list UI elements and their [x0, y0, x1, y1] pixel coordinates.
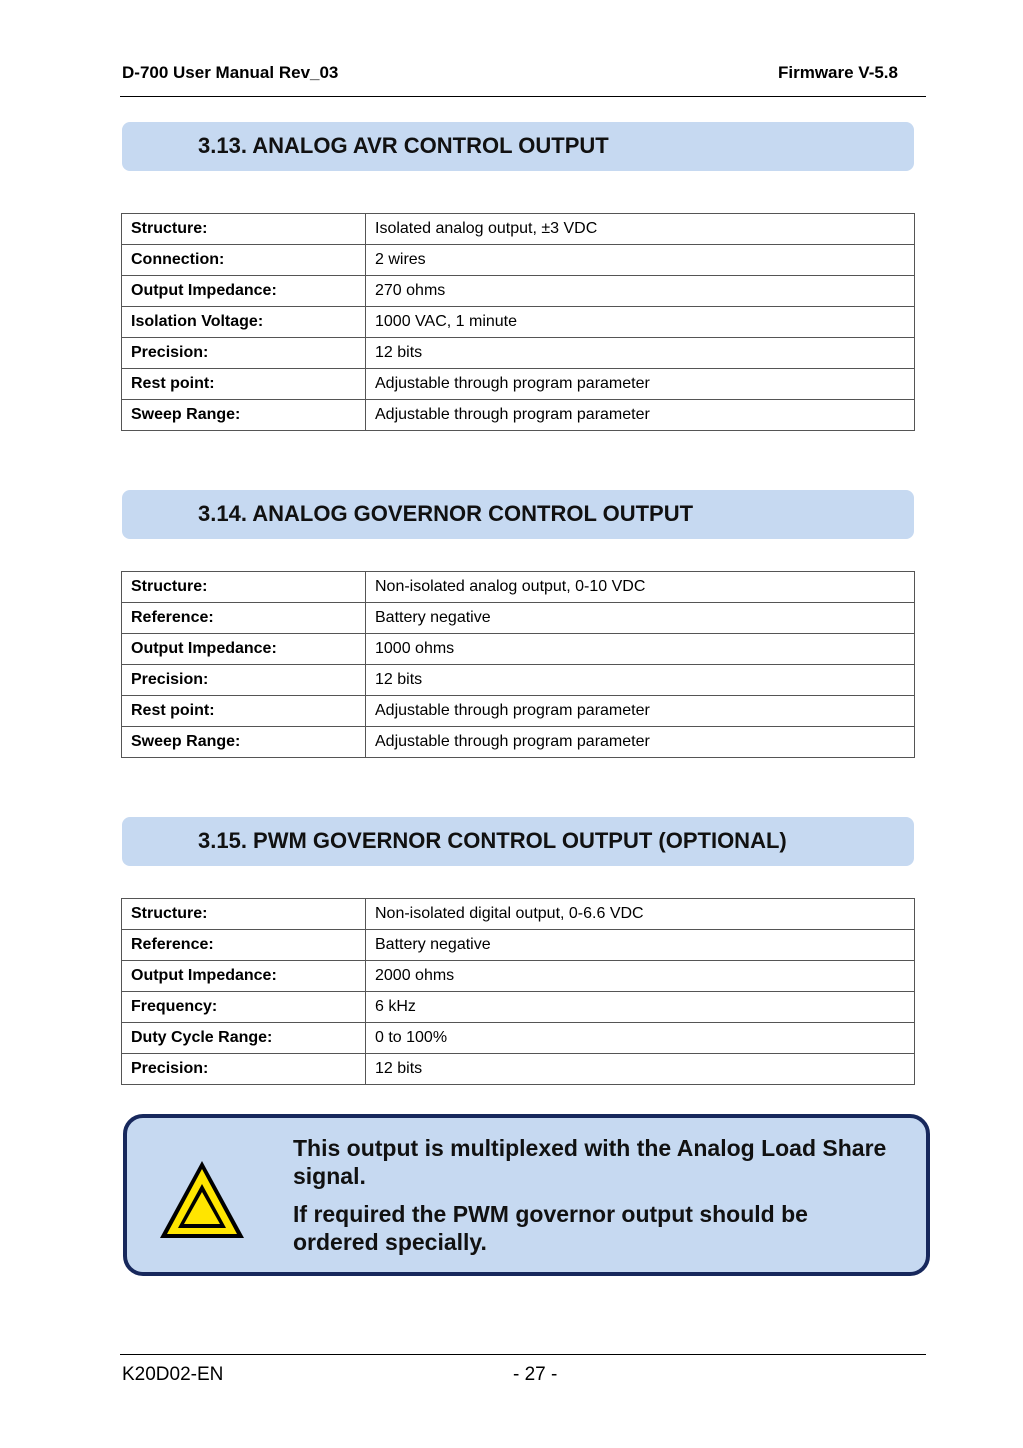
table-row [122, 727, 915, 758]
table-row [122, 696, 915, 727]
header-divider [120, 96, 926, 97]
spec-key: Precision: [122, 1054, 366, 1085]
spec-key: Structure: [122, 572, 366, 603]
spec-table-analog-governor [121, 571, 915, 758]
table-row [122, 245, 915, 276]
table-row [122, 307, 915, 338]
spec-value: 0 to 100% [366, 1023, 915, 1054]
header-firmware: Firmware V-5.8 [777, 63, 898, 82]
table-row [122, 961, 915, 992]
spec-value: Battery negative [366, 603, 915, 634]
spec-value: 2000 ohms [366, 961, 915, 992]
footer-doc-code: K20D02-EN [122, 1364, 224, 1385]
spec-value: 1000 VAC, 1 minute [366, 307, 915, 338]
table-row [122, 665, 915, 696]
table-row [122, 214, 915, 245]
spec-key: Output Impedance: [122, 961, 366, 992]
spec-value: 12 bits [366, 1054, 915, 1085]
section-heading-3-15 [122, 817, 914, 866]
table-row [122, 400, 915, 431]
table-row [122, 1023, 915, 1054]
spec-value: 6 kHz [366, 992, 915, 1023]
spec-value: Adjustable through program parameter [366, 369, 915, 400]
section-title: 3.15. PWM GOVERNOR CONTROL OUTPUT (OPTIONAL) [198, 828, 787, 853]
note-line-2: If required the PWM governor output should be ordered specially. [293, 1201, 808, 1255]
spec-value: Battery negative [366, 930, 915, 961]
spec-value: 2 wires [366, 245, 915, 276]
spec-key: Connection: [122, 245, 366, 276]
spec-key: Reference: [122, 603, 366, 634]
note-line-1: This output is multiplexed with the Analog Load Share signal. [293, 1135, 887, 1189]
spec-value: 270 ohms [366, 276, 915, 307]
spec-value: Adjustable through program parameter [366, 400, 915, 431]
spec-key: Reference: [122, 930, 366, 961]
spec-key: Sweep Range: [122, 727, 366, 758]
spec-key: Rest point: [122, 696, 366, 727]
spec-value: Non-isolated analog output, 0-10 VDC [366, 572, 915, 603]
footer-page-number: - 27 - [513, 1364, 558, 1385]
spec-key: Duty Cycle Range: [122, 1023, 366, 1054]
spec-key: Precision: [122, 338, 366, 369]
spec-value: Non-isolated digital output, 0-6.6 VDC [366, 899, 915, 930]
spec-key: Rest point: [122, 369, 366, 400]
spec-key: Sweep Range: [122, 400, 366, 431]
header-doc-title: D-700 User Manual Rev_03 [122, 63, 339, 82]
warning-note-box [123, 1114, 930, 1276]
spec-key: Isolation Voltage: [122, 307, 366, 338]
spec-table-pwm-governor [121, 898, 915, 1085]
warning-triangle-icon [157, 1158, 247, 1242]
spec-key: Structure: [122, 214, 366, 245]
section-title: 3.14. ANALOG GOVERNOR CONTROL OUTPUT [198, 501, 694, 526]
footer-divider [120, 1354, 926, 1355]
spec-key: Frequency: [122, 992, 366, 1023]
table-row [122, 930, 915, 961]
section-heading-3-14 [122, 490, 914, 539]
spec-key: Output Impedance: [122, 634, 366, 665]
warning-note-text [293, 1134, 893, 1256]
spec-value: 12 bits [366, 665, 915, 696]
spec-key: Structure: [122, 899, 366, 930]
spec-value: Isolated analog output, ±3 VDC [366, 214, 915, 245]
section-title: 3.13. ANALOG AVR CONTROL OUTPUT [198, 133, 609, 158]
table-row [122, 572, 915, 603]
table-row [122, 369, 915, 400]
spec-value: 12 bits [366, 338, 915, 369]
table-row [122, 992, 915, 1023]
table-row [122, 603, 915, 634]
spec-table-avr [121, 213, 915, 431]
table-row [122, 1054, 915, 1085]
section-heading-3-13 [122, 122, 914, 171]
table-row [122, 276, 915, 307]
spec-value: Adjustable through program parameter [366, 727, 915, 758]
spec-value: 1000 ohms [366, 634, 915, 665]
table-row [122, 634, 915, 665]
spec-value: Adjustable through program parameter [366, 696, 915, 727]
spec-key: Output Impedance: [122, 276, 366, 307]
spec-key: Precision: [122, 665, 366, 696]
table-row [122, 899, 915, 930]
table-row [122, 338, 915, 369]
